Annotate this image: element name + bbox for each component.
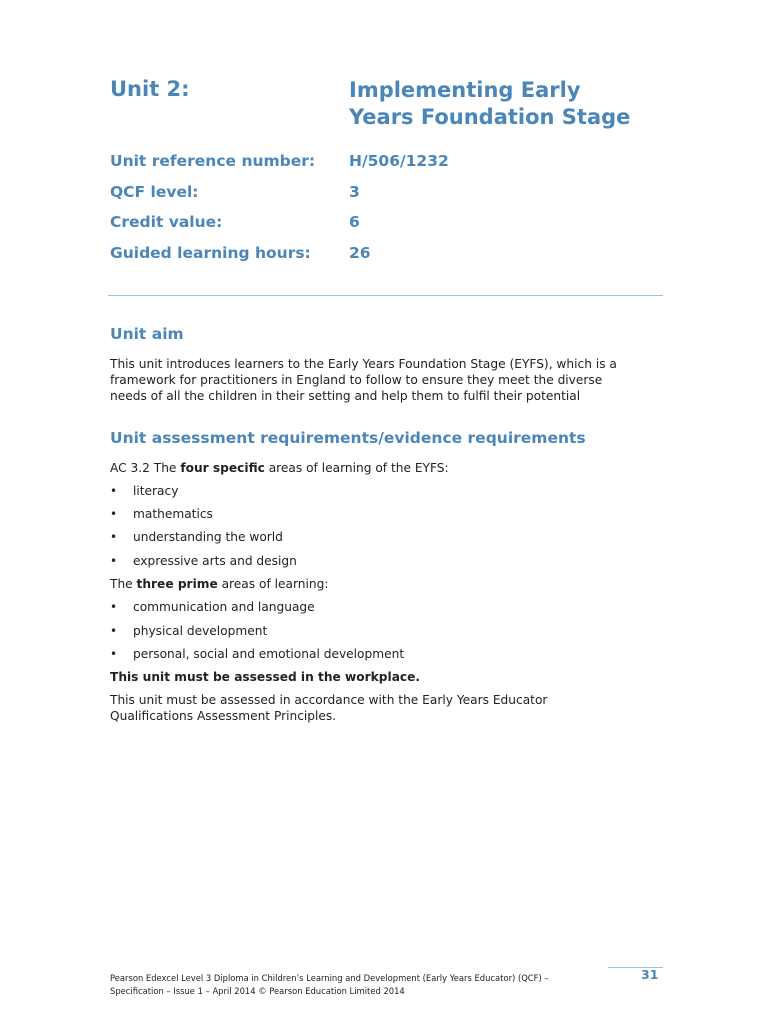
- footer-line: Specification – Issue 1 – April 2014 © Pearson Education Limited 2014: [110, 986, 405, 996]
- list-item: personal, social and emotional development: [133, 647, 405, 661]
- page-number: 31: [641, 967, 659, 982]
- meta-row-qcf-level: [110, 183, 670, 214]
- specific-areas-intro: [110, 461, 449, 475]
- bullet-icon: •: [110, 600, 118, 614]
- page-footer: [110, 972, 610, 998]
- assessment-heading: Unit assessment requirements/evidence requirements: [110, 429, 586, 447]
- prime-suffix: areas of learning:: [217, 577, 329, 591]
- meta-row-reference: [110, 152, 670, 183]
- aim-text-line: needs of all the children in their setting and help them to fulfil their potential: [110, 389, 581, 403]
- meta-label: QCF level:: [110, 182, 199, 201]
- meta-label: Guided learning hours:: [110, 243, 311, 262]
- prime-prefix: The: [110, 577, 137, 591]
- prime-bold: three prime: [136, 577, 218, 591]
- list-item: communication and language: [133, 600, 315, 614]
- intro-bold: four specific: [180, 461, 265, 475]
- list-item: literacy: [133, 484, 179, 498]
- aim-text-line: framework for practitioners in England to follow to ensure they meet the diverse: [110, 373, 603, 387]
- unit-number: Unit 2:: [110, 77, 190, 101]
- meta-label: Unit reference number:: [110, 152, 316, 170]
- workplace-note: This unit must be assessed in the workplace.: [110, 670, 421, 684]
- unit-title-line1: Implementing Early: [349, 78, 581, 102]
- principles-line: Qualifications Assessment Principles.: [110, 709, 337, 723]
- list-item: expressive arts and design: [133, 554, 297, 568]
- meta-value: 3: [349, 182, 360, 201]
- bullet-icon: •: [110, 484, 118, 498]
- intro-suffix: areas of learning of the EYFS:: [264, 461, 449, 475]
- principles-line: This unit must be assessed in accordance with the Early Years Educator: [110, 693, 548, 707]
- meta-row-credit-value: [110, 213, 670, 244]
- bullet-icon: •: [110, 647, 118, 661]
- meta-value: 26: [349, 243, 371, 262]
- unit-title: [349, 77, 679, 131]
- meta-value: H/506/1232: [349, 152, 449, 170]
- meta-value: 6: [349, 213, 360, 231]
- unit-meta: [110, 152, 670, 274]
- list-item: understanding the world: [133, 530, 283, 544]
- intro-prefix: AC 3.2 The: [110, 461, 181, 475]
- unit-title-line2: Years Foundation Stage: [349, 105, 631, 129]
- list-item: mathematics: [133, 507, 213, 521]
- section-divider: [108, 295, 663, 296]
- aim-text-line: This unit introduces learners to the Early Years Foundation Stage (EYFS), which is a: [110, 357, 617, 371]
- prime-areas-intro: [110, 577, 328, 591]
- bullet-icon: •: [110, 624, 118, 638]
- unit-aim-heading: Unit aim: [110, 325, 184, 343]
- meta-row-guided-hours: [110, 244, 670, 275]
- list-item: physical development: [133, 624, 268, 638]
- bullet-icon: •: [110, 530, 118, 544]
- bullet-icon: •: [110, 554, 118, 568]
- bullet-icon: •: [110, 507, 118, 521]
- footer-line: Pearson Edexcel Level 3 Diploma in Children’s Learning and Development (Early Years Educator) (QCF) –: [110, 973, 549, 983]
- meta-label: Credit value:: [110, 213, 223, 231]
